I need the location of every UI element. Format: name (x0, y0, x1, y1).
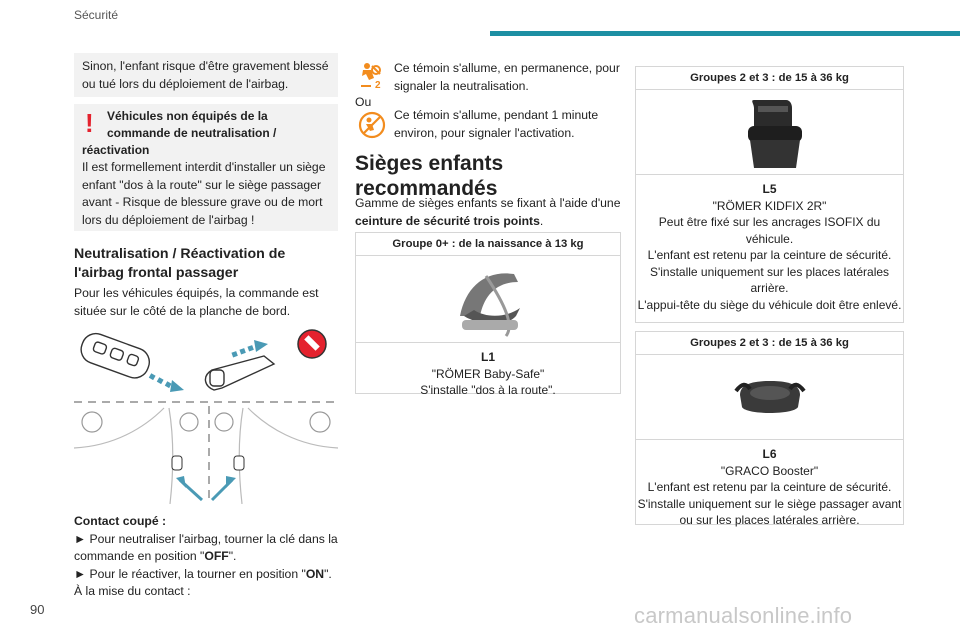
step-reactivate: ► Pour le réactiver, la tourner en position "ON". (74, 566, 332, 581)
seat-desc: S'installe "dos à la route". (420, 383, 556, 397)
seat-card-l1 (355, 232, 621, 397)
note-box (74, 53, 338, 97)
step-neutralize: ► Pour neutraliser l'airbag, tourner la clé dans la commande en position "OFF". (74, 531, 338, 563)
seat-code: L6 (762, 447, 777, 461)
card-body (356, 343, 620, 399)
airbag-switch-illustration (74, 328, 338, 504)
card-body (636, 440, 903, 529)
svg-text:2: 2 (375, 80, 381, 90)
card-head: Groupe 0+ : de la naissance à 13 kg (356, 233, 620, 256)
note-text: Sinon, l'enfant risque d'être gravement blessé ou tué lors du déploiement de l'airbag. (82, 59, 329, 91)
seat-code: L5 (762, 182, 777, 196)
warning-text: Il est formellement interdit d'installer un siège enfant "dos à la route" sur le siège passager avant - Risque de blessure grave ou de mort lors du déploiement de l'airbag ! (82, 160, 326, 227)
icon1-text: Ce témoin s'allume, en permanence, pour signaler la neutralisation. (394, 61, 620, 93)
airbag-on-warning-icon (357, 110, 387, 140)
contact-instructions (74, 513, 344, 601)
seat-name: "RÖMER KIDFIX 2R" (712, 198, 827, 213)
warning-title: Véhicules non équipés de la commande de neutralisation / (107, 109, 277, 140)
airbag-off-warning-icon (357, 60, 387, 90)
seat-code: L1 (480, 350, 495, 364)
seat-card-l5 (635, 66, 904, 323)
contact-title: Contact coupé : (74, 514, 167, 528)
or-text: Ou (355, 95, 372, 109)
airbag-heading: Neutralisation / Réactivation de l'airbag frontal passager (74, 246, 286, 281)
page-number: 90 (30, 602, 45, 617)
card-head: Groupes 2 et 3 : de 15 à 36 kg (636, 332, 903, 355)
warning-box (74, 104, 338, 231)
seat-desc-4: L'appui-tête du siège du véhicule doit être enlevé. (637, 297, 902, 312)
seat-card-l6 (635, 331, 904, 525)
seat-desc-1: L'enfant est retenu par la ceinture de sécurité. (647, 480, 892, 494)
section-title: Sécurité (74, 8, 119, 22)
recommended-seats-heading: Sièges enfants recommandés (355, 152, 504, 200)
card-body (636, 175, 903, 313)
seat-desc-2: S'installe uniquement sur le siège passager avant ou sur les places latérales arrière. (637, 496, 902, 527)
recommended-intro: Gamme de sièges enfants se fixant à l'aide d'une ceinture de sécurité trois points. (355, 196, 621, 228)
booster-seat-image (636, 355, 903, 440)
step-ignition: À la mise du contact : (74, 584, 191, 598)
watermark-url: carmanualsonline.info (634, 603, 853, 628)
baby-seat-image (356, 256, 620, 343)
seat-name: "GRACO Booster" (720, 463, 819, 478)
card-head: Groupes 2 et 3 : de 15 à 36 kg (636, 67, 903, 90)
seat-desc-1: Peut être fixé sur les ancrages ISOFIX du véhicule. (658, 215, 881, 246)
airbag-intro: Pour les véhicules équipés, la commande est située sur le côté de la planche de bord. (74, 286, 319, 318)
header-accent-bar (490, 31, 960, 36)
icon2-text: Ce témoin s'allume, pendant 1 minute environ, pour signaler l'activation. (394, 108, 599, 140)
seat-name: "RÖMER Baby-Safe" (431, 366, 545, 381)
kidfix-seat-image (636, 90, 903, 175)
exclamation-icon: ! (85, 108, 94, 138)
warning-title-end: réactivation (82, 143, 150, 157)
seat-desc-2: L'enfant est retenu par la ceinture de sécurité. (647, 248, 892, 262)
seat-desc-3: S'installe uniquement sur les places latérales arrière. (649, 264, 890, 295)
